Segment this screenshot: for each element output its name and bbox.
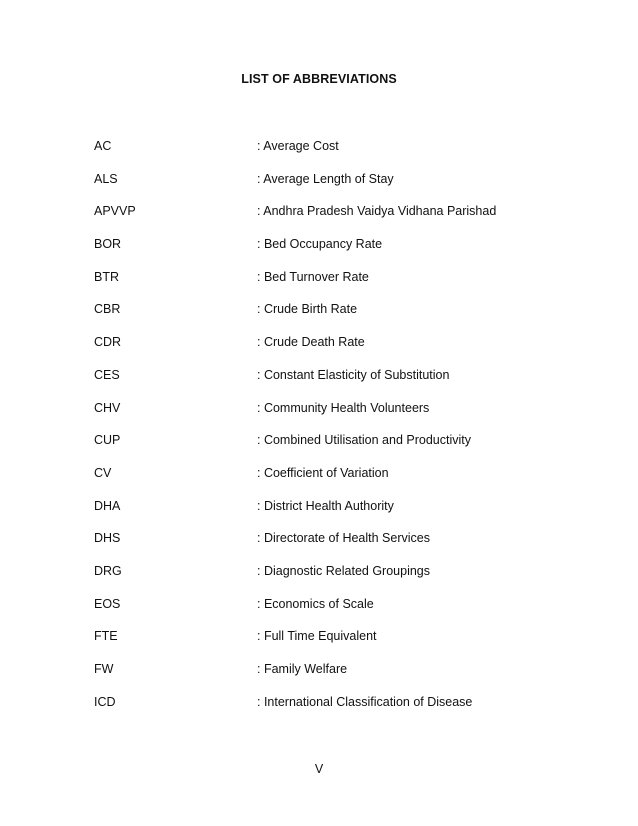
abbreviation-definition: : Constant Elasticity of Substitution [257, 367, 450, 382]
abbreviation-term: DHS [94, 531, 121, 546]
abbreviation-row [0, 270, 638, 303]
abbreviation-row [0, 335, 638, 368]
abbreviation-term: CBR [94, 302, 121, 317]
abbreviation-definition: : Combined Utilisation and Productivity [257, 433, 471, 448]
page-number: V [314, 762, 324, 776]
page-title: LIST OF ABBREVIATIONS [241, 72, 397, 86]
abbreviation-term: BTR [94, 269, 119, 284]
abbreviation-row [0, 302, 638, 335]
abbreviation-term: ICD [94, 694, 116, 709]
abbreviation-row [0, 368, 638, 401]
abbreviation-definition: : Andhra Pradesh Vaidya Vidhana Parishad [257, 204, 497, 219]
abbreviation-definition: : Bed Turnover Rate [257, 269, 369, 284]
abbreviation-term: CV [94, 465, 112, 480]
abbreviation-definition: : Full Time Equivalent [257, 629, 377, 644]
abbreviation-definition: : Directorate of Health Services [257, 531, 430, 546]
abbreviation-term: BOR [94, 237, 122, 252]
abbreviation-row [0, 172, 638, 205]
abbreviation-row [0, 564, 638, 597]
abbreviation-definition: : Crude Birth Rate [257, 302, 358, 317]
abbreviation-term: ALS [94, 171, 118, 186]
abbreviation-definition: : Bed Occupancy Rate [257, 237, 383, 252]
abbreviation-term: FTE [94, 629, 118, 644]
abbreviation-term: DHA [94, 498, 121, 513]
abbreviation-definition: : Family Welfare [257, 662, 348, 676]
abbreviation-row [0, 401, 638, 434]
abbreviation-row [0, 139, 638, 172]
abbreviation-term: AC [94, 139, 112, 153]
abbreviation-term: APVVP [94, 204, 136, 219]
abbreviation-definition: : Diagnostic Related Groupings [257, 563, 431, 578]
abbreviation-definition: : Coefficient of Variation [257, 465, 389, 480]
abbreviation-row [0, 597, 638, 630]
abbreviation-term: FW [94, 662, 114, 676]
abbreviation-definition: : Community Health Volunteers [257, 400, 430, 415]
abbreviation-definition: : Crude Death Rate [257, 335, 365, 350]
abbreviation-term: CDR [94, 335, 122, 350]
abbreviation-row [0, 662, 638, 695]
abbreviation-row [0, 499, 638, 532]
abbreviation-term: DRG [94, 563, 122, 578]
abbreviation-definition: : International Classification of Disease [257, 694, 473, 709]
abbreviation-row [0, 204, 638, 237]
abbreviation-definition: : Average Length of Stay [257, 171, 394, 186]
abbreviation-term: CUP [94, 433, 121, 448]
abbreviation-definition: : District Health Authority [257, 498, 394, 513]
abbreviation-term: CHV [94, 400, 121, 415]
abbreviation-row [0, 531, 638, 564]
abbreviation-definition: : Average Cost [257, 139, 339, 153]
abbreviation-row [0, 237, 638, 270]
abbreviation-definition: : Economics of Scale [257, 596, 374, 611]
abbreviation-row [0, 629, 638, 662]
abbreviation-row [0, 433, 638, 466]
abbreviation-list [0, 139, 638, 727]
abbreviation-row [0, 466, 638, 499]
abbreviation-term: EOS [94, 596, 121, 611]
abbreviation-term: CES [94, 367, 120, 382]
abbreviation-row [0, 695, 638, 728]
